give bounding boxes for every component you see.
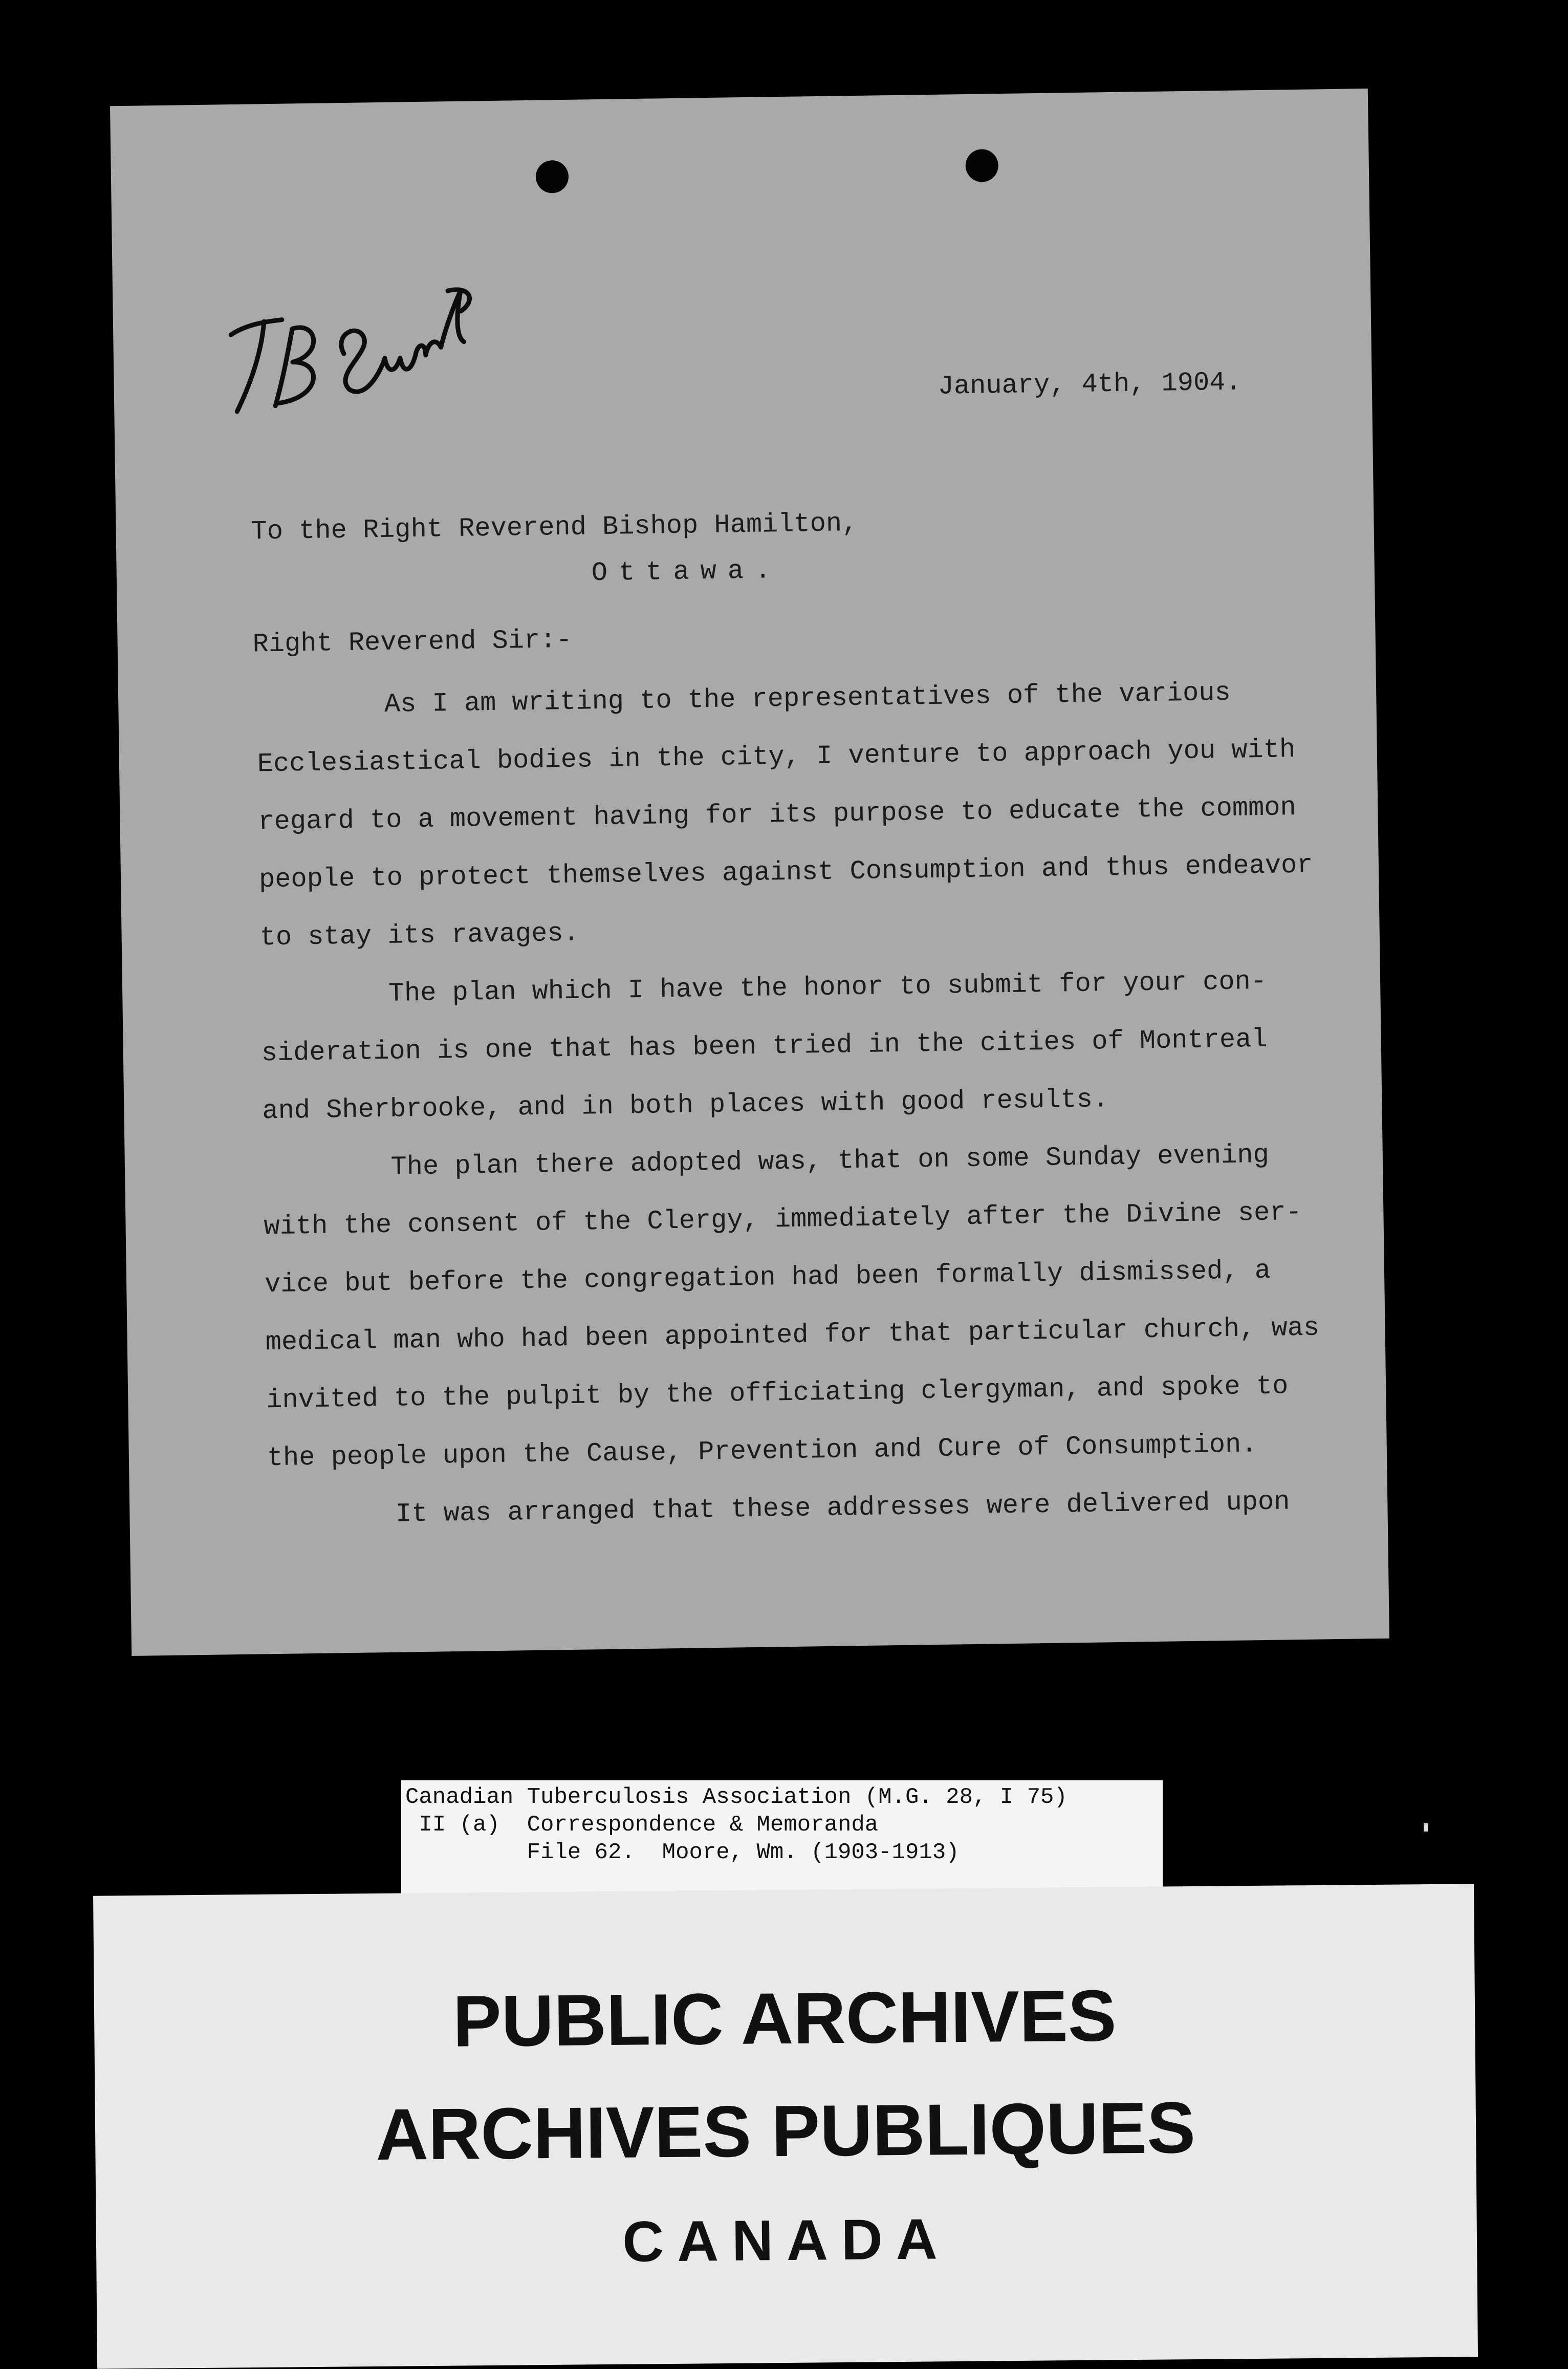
public-archives-stamp: [93, 1884, 1478, 2369]
letter-page: [110, 89, 1389, 1656]
body-line: It was arranged that these addresses were delivered upon: [268, 1487, 1290, 1532]
addressee-name: To the Right Reverend Bishop Hamilton,: [251, 508, 858, 547]
body-line: medical man who had been appointed for that particular church, was: [265, 1312, 1320, 1358]
body-line: people to protect themselves against Consumption and thus endeavor: [258, 850, 1313, 895]
letter-body: [256, 663, 1320, 1545]
body-line: The plan which I have the honor to submit for your con-: [260, 966, 1267, 1011]
body-line: Ecclesiastical bodies in the city, I venture to approach you with: [257, 735, 1296, 780]
addressee-city: Ottawa.: [591, 555, 782, 589]
body-line: the people upon the Cause, Prevention and Cure of Consumption.: [267, 1429, 1257, 1474]
body-line: vice but before the congregation had been formally dismissed, a: [264, 1255, 1271, 1300]
body-line: The plan there adopted was, that on some Sunday evening: [263, 1139, 1270, 1184]
archive-reference-label: [401, 1780, 1163, 1896]
handwritten-annotation: [215, 270, 483, 437]
stamp-english: PUBLIC ARCHIVES: [452, 1975, 1117, 2062]
body-line: sideration is one that has been tried in the cities of Montreal: [261, 1024, 1268, 1069]
punch-hole-right: [965, 149, 998, 182]
punch-hole-left: [536, 160, 569, 193]
body-line: regard to a movement having for its purpose to educate the common: [258, 792, 1297, 837]
film-mark: [1424, 1823, 1428, 1832]
letter-date: January, 4th, 1904.: [938, 367, 1242, 402]
body-line: and Sherbrooke, and in both places with good results.: [262, 1084, 1109, 1127]
body-line: with the consent of the Clergy, immediately after the Divine ser-: [264, 1197, 1302, 1242]
body-line: to stay its ravages.: [259, 918, 580, 953]
archive-file: File 62. Moore, Wm. (1903-1913): [405, 1840, 960, 1865]
archive-series: II (a) Correspondence & Memoranda: [405, 1812, 879, 1838]
body-line: As I am writing to the representatives of the various: [256, 677, 1231, 722]
body-line: invited to the pulpit by the officiating clergyman, and spoke to: [266, 1371, 1289, 1416]
archive-collection: Canadian Tuberculosis Association (M.G. 28, I 75): [405, 1784, 1068, 1810]
salutation: Right Reverend Sir:-: [252, 624, 573, 660]
stamp-country: CANADA: [622, 2207, 951, 2274]
stamp-french: ARCHIVES PUBLIQUES: [375, 2086, 1196, 2176]
